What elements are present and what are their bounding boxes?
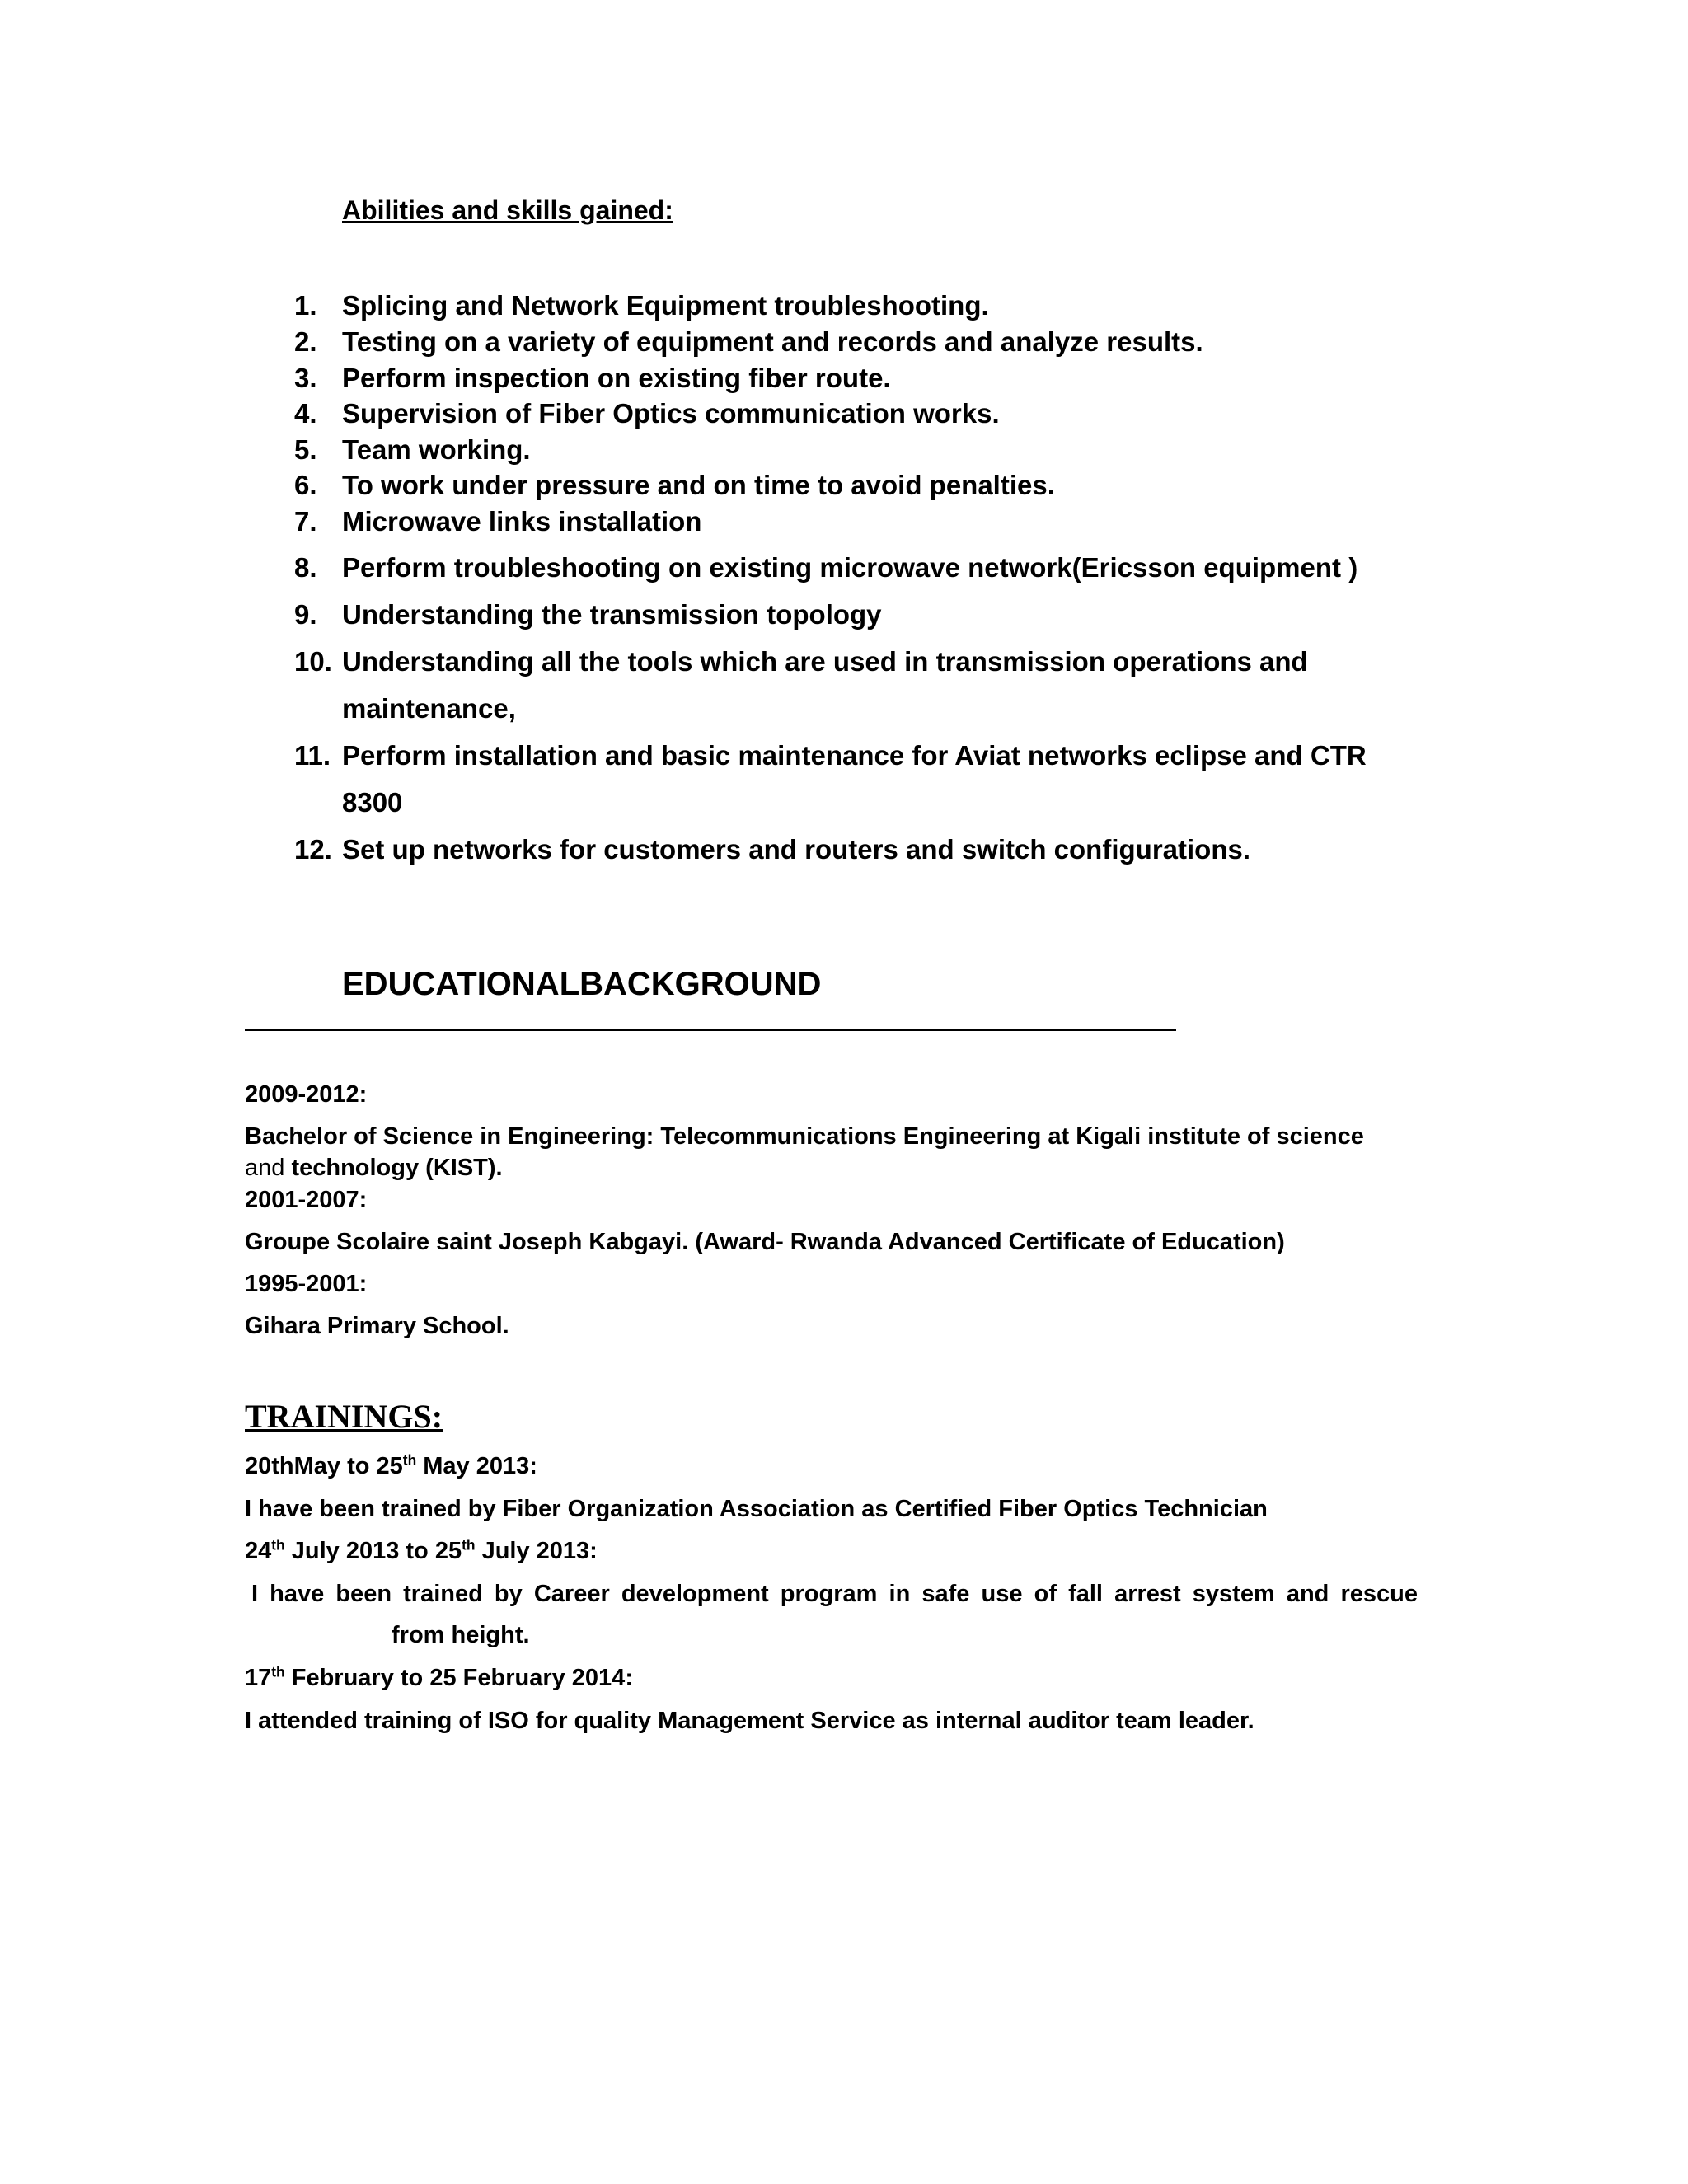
- item-number: 4.: [294, 398, 317, 429]
- item-text: Perform installation and basic maintenance for Aviat networks eclipse and CTR: [342, 740, 1367, 771]
- item-number: 5.: [294, 434, 317, 465]
- education-period: 2001-2007:: [245, 1187, 368, 1213]
- education-degree-rest: technology (KIST).: [284, 1155, 503, 1181]
- education-degree-continued: [245, 1155, 503, 1182]
- item-text: Splicing and Network Equipment troubleshooting.: [342, 290, 989, 321]
- training-date: [245, 1453, 537, 1480]
- education-degree-and: and: [245, 1155, 285, 1181]
- item-number: 12.: [294, 834, 332, 865]
- item-text: To work under pressure and on time to avoid penalties.: [342, 470, 1055, 500]
- item-text: Supervision of Fiber Optics communication works.: [342, 398, 1000, 429]
- item-text-continued: 8300: [342, 787, 403, 818]
- date-text: 17: [245, 1665, 272, 1691]
- item-number: 10.: [294, 646, 332, 677]
- item-text: Microwave links installation: [342, 506, 702, 537]
- item-text-continued: maintenance,: [342, 693, 516, 724]
- date-text: July 2013 to 25: [284, 1538, 462, 1564]
- training-description: I have been trained by Career development program in safe use of fall arrest system and rescue: [251, 1581, 1418, 1607]
- date-text: May 2013:: [416, 1453, 537, 1479]
- training-description-continued: from height.: [392, 1622, 530, 1648]
- date-text: 24: [245, 1538, 272, 1564]
- item-text: Understanding the transmission topology: [342, 599, 882, 630]
- item-text: Set up networks for customers and routers and switch configurations.: [342, 834, 1251, 865]
- item-text: Perform inspection on existing fiber route.: [342, 363, 891, 393]
- item-number: 2.: [294, 326, 317, 357]
- education-period: 1995-2001:: [245, 1271, 368, 1297]
- ordinal-suffix: th: [402, 1451, 417, 1469]
- item-number: 6.: [294, 470, 317, 500]
- ordinal-suffix: th: [271, 1536, 285, 1554]
- education-period: 2009-2012:: [245, 1081, 368, 1108]
- training-description: I attended training of ISO for quality Management Service as internal auditor team leader.: [245, 1708, 1254, 1734]
- item-text: Testing on a variety of equipment and records and analyze results.: [342, 326, 1203, 357]
- item-number: 7.: [294, 506, 317, 537]
- training-description: I have been trained by Fiber Organization Association as Certified Fiber Optics Technician: [245, 1496, 1268, 1522]
- item-number: 9.: [294, 599, 317, 630]
- date-text: July 2013:: [475, 1538, 598, 1564]
- item-number: 3.: [294, 363, 317, 393]
- education-school: Gihara Primary School.: [245, 1313, 509, 1339]
- item-text: Team working.: [342, 434, 531, 465]
- trainings-heading: TRAININGS:: [245, 1398, 443, 1435]
- date-text: 20thMay to 25: [245, 1453, 403, 1479]
- ordinal-suffix: th: [271, 1663, 285, 1680]
- education-heading: EDUCATIONALBACKGROUND: [342, 966, 822, 1002]
- section-divider: [245, 1029, 1176, 1031]
- training-date: [245, 1665, 633, 1692]
- item-number: 1.: [294, 290, 317, 321]
- item-text: Understanding all the tools which are used in transmission operations and: [342, 646, 1308, 677]
- date-text: February to 25 February 2014:: [284, 1665, 633, 1691]
- ordinal-suffix: th: [462, 1536, 476, 1554]
- item-text: Perform troubleshooting on existing microwave network(Ericsson equipment ): [342, 552, 1358, 583]
- item-number: 11.: [294, 740, 331, 771]
- education-school: Groupe Scolaire saint Joseph Kabgayi. (Award- Rwanda Advanced Certificate of Education): [245, 1229, 1285, 1255]
- skills-heading: Abilities and skills gained:: [342, 195, 673, 225]
- education-degree: Bachelor of Science in Engineering: Telecommunications Engineering at Kigali institute of science: [245, 1123, 1364, 1150]
- training-date: [245, 1538, 598, 1565]
- item-number: 8.: [294, 552, 317, 583]
